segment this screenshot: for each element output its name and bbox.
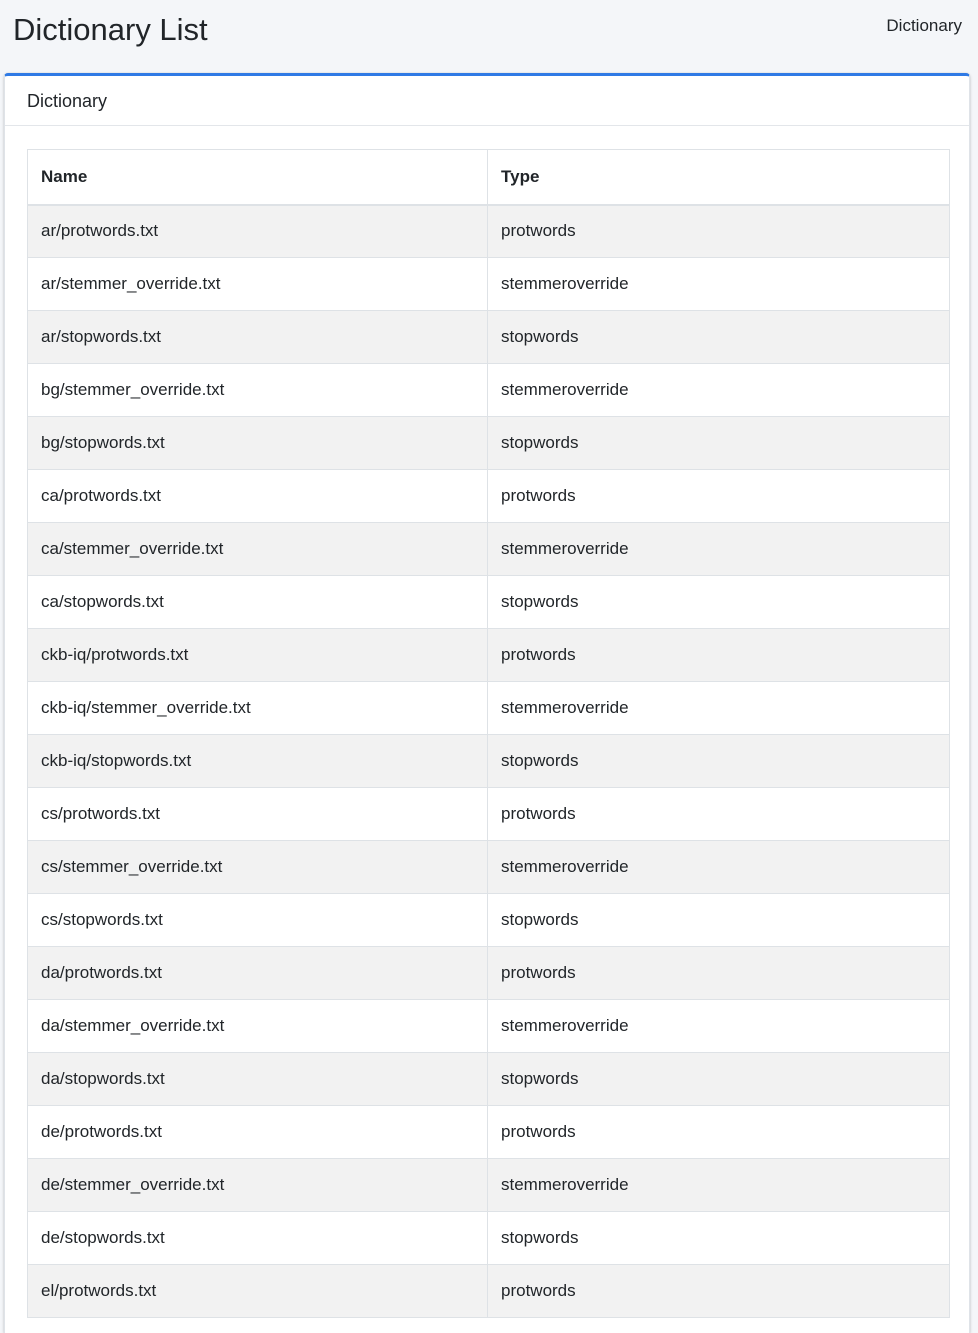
table-row[interactable] <box>28 629 950 682</box>
dictionary-type-cell: stopwords <box>488 417 950 470</box>
dictionary-name-cell[interactable]: ca/stemmer_override.txt <box>28 523 488 576</box>
dictionary-name-cell[interactable]: de/stopwords.txt <box>28 1212 488 1265</box>
dictionary-name-cell[interactable]: de/protwords.txt <box>28 1106 488 1159</box>
dictionary-name-cell[interactable]: ca/stopwords.txt <box>28 576 488 629</box>
dictionary-type-cell: protwords <box>488 1106 950 1159</box>
dictionary-name-cell[interactable]: ca/protwords.txt <box>28 470 488 523</box>
table-row[interactable] <box>28 523 950 576</box>
column-header-type[interactable]: Type <box>488 150 950 205</box>
dictionary-type-cell: protwords <box>488 1265 950 1318</box>
dictionary-name-cell[interactable]: ckb-iq/stemmer_override.txt <box>28 682 488 735</box>
dictionary-type-cell: stemmeroverride <box>488 682 950 735</box>
table-row[interactable] <box>28 894 950 947</box>
table-row[interactable] <box>28 576 950 629</box>
card-body <box>27 149 949 1318</box>
table-row[interactable] <box>28 1053 950 1106</box>
dictionary-table <box>27 149 950 1318</box>
dictionary-name-cell[interactable]: ckb-iq/protwords.txt <box>28 629 488 682</box>
dictionary-type-cell: protwords <box>488 629 950 682</box>
table-row[interactable] <box>28 1159 950 1212</box>
dictionary-type-cell: stopwords <box>488 1212 950 1265</box>
dictionary-type-cell: protwords <box>488 470 950 523</box>
table-row[interactable] <box>28 841 950 894</box>
dictionary-name-cell[interactable]: da/stopwords.txt <box>28 1053 488 1106</box>
dictionary-name-cell[interactable]: cs/protwords.txt <box>28 788 488 841</box>
dictionary-type-cell: stemmeroverride <box>488 258 950 311</box>
table-row[interactable] <box>28 735 950 788</box>
dictionary-type-cell: stemmeroverride <box>488 1159 950 1212</box>
table-header-row <box>28 150 950 205</box>
dictionary-name-cell[interactable]: de/stemmer_override.txt <box>28 1159 488 1212</box>
dictionary-name-cell[interactable]: da/protwords.txt <box>28 947 488 1000</box>
table-row[interactable] <box>28 1106 950 1159</box>
table-row[interactable] <box>28 682 950 735</box>
dictionary-type-cell: protwords <box>488 205 950 258</box>
table-row[interactable] <box>28 258 950 311</box>
table-row[interactable] <box>28 1212 950 1265</box>
dictionary-type-cell: stopwords <box>488 576 950 629</box>
dictionary-card <box>4 73 970 1333</box>
table-row[interactable] <box>28 1000 950 1053</box>
dictionary-type-cell: stemmeroverride <box>488 523 950 576</box>
dictionary-type-cell: stopwords <box>488 311 950 364</box>
breadcrumb-item-dictionary: Dictionary <box>886 16 962 35</box>
dictionary-name-cell[interactable]: ar/protwords.txt <box>28 205 488 258</box>
dictionary-name-cell[interactable]: bg/stopwords.txt <box>28 417 488 470</box>
page-title: Dictionary List <box>13 12 208 47</box>
breadcrumb <box>886 16 962 36</box>
dictionary-type-cell: stopwords <box>488 735 950 788</box>
dictionary-name-cell[interactable]: cs/stemmer_override.txt <box>28 841 488 894</box>
table-row[interactable] <box>28 205 950 258</box>
dictionary-name-cell[interactable]: ckb-iq/stopwords.txt <box>28 735 488 788</box>
dictionary-type-cell: stopwords <box>488 894 950 947</box>
table-row[interactable] <box>28 788 950 841</box>
table-row[interactable] <box>28 470 950 523</box>
dictionary-name-cell[interactable]: da/stemmer_override.txt <box>28 1000 488 1053</box>
column-header-name[interactable]: Name <box>28 150 488 205</box>
dictionary-name-cell[interactable]: el/protwords.txt <box>28 1265 488 1318</box>
dictionary-type-cell: stemmeroverride <box>488 364 950 417</box>
dictionary-type-cell: stemmeroverride <box>488 841 950 894</box>
card-title: Dictionary <box>5 76 969 126</box>
table-body <box>28 205 950 1318</box>
dictionary-type-cell: stopwords <box>488 1053 950 1106</box>
table-row[interactable] <box>28 947 950 1000</box>
table-row[interactable] <box>28 364 950 417</box>
dictionary-name-cell[interactable]: ar/stopwords.txt <box>28 311 488 364</box>
dictionary-name-cell[interactable]: ar/stemmer_override.txt <box>28 258 488 311</box>
dictionary-type-cell: protwords <box>488 947 950 1000</box>
page-header <box>0 0 978 73</box>
table-row[interactable] <box>28 417 950 470</box>
dictionary-type-cell: protwords <box>488 788 950 841</box>
dictionary-type-cell: stemmeroverride <box>488 1000 950 1053</box>
dictionary-name-cell[interactable]: bg/stemmer_override.txt <box>28 364 488 417</box>
table-row[interactable] <box>28 311 950 364</box>
dictionary-name-cell[interactable]: cs/stopwords.txt <box>28 894 488 947</box>
